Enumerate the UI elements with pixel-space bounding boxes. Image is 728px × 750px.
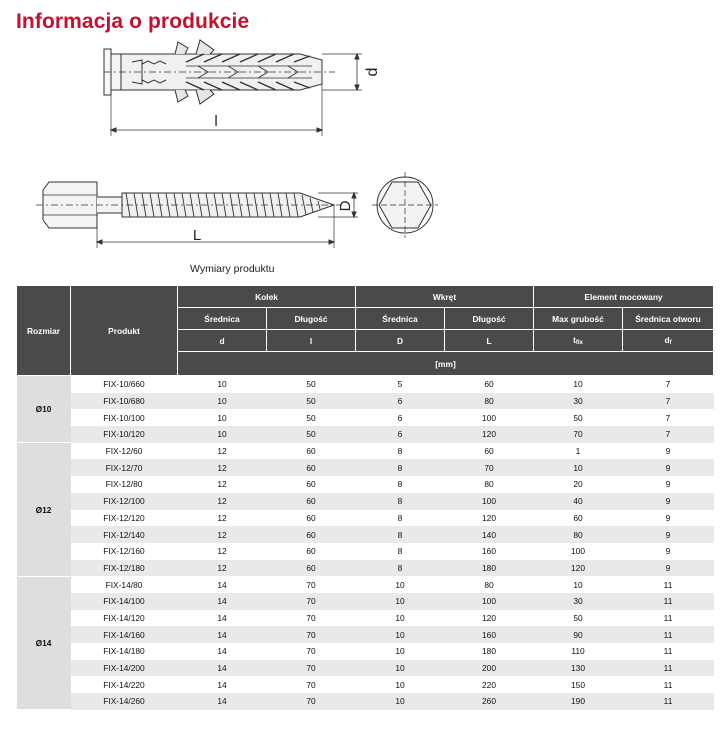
product-cell: FIX-14/80 [71,576,178,593]
header-product: Produkt [71,286,178,376]
hole-diameter-cell: 9 [623,543,714,560]
table-row [17,443,714,460]
anchor-length-cell: 50 [267,393,356,410]
anchor-length-cell: 70 [267,576,356,593]
screw-diameter-cell: 10 [356,676,445,693]
anchor-length-cell: 60 [267,459,356,476]
anchor-diameter-cell: 12 [178,476,267,493]
anchor-length-cell: 60 [267,493,356,510]
anchor-length-cell: 60 [267,560,356,577]
max-thickness-cell: 100 [534,543,623,560]
anchor-length-cell: 70 [267,626,356,643]
screw-length-cell: 100 [445,409,534,426]
table-row [17,626,714,643]
anchor-length-cell: 70 [267,610,356,627]
screw-diameter-cell: 8 [356,476,445,493]
product-cell: FIX-14/160 [71,626,178,643]
symbol-tfix-main: t [573,335,576,345]
anchor-length-cell: 60 [267,510,356,527]
hex-head-view [372,172,438,238]
table-row [17,493,714,510]
anchor-diameter-cell: 10 [178,376,267,393]
max-thickness-cell: 10 [534,376,623,393]
symbol-df-sub: f [669,340,672,346]
screw-length-cell: 80 [445,476,534,493]
screw-length-label: L [192,227,202,244]
hole-diameter-cell: 9 [623,526,714,543]
screw-diameter-cell: 6 [356,409,445,426]
hole-diameter-cell: 11 [623,643,714,660]
page-title: Informacja o produkcie [16,10,250,33]
screw-length-cell: 140 [445,526,534,543]
header-max-thickness: Max grubość [534,308,623,330]
symbol-D: D [356,330,445,352]
header-size: Rozmiar [17,286,71,376]
screw-diameter-cell: 8 [356,493,445,510]
screw-length-cell: 80 [445,393,534,410]
product-cell: FIX-10/660 [71,376,178,393]
anchor-length-cell: 60 [267,443,356,460]
anchor-length-cell: 60 [267,543,356,560]
table-row [17,560,714,577]
max-thickness-cell: 130 [534,660,623,677]
table-row [17,476,714,493]
table-row [17,459,714,476]
max-thickness-cell: 70 [534,426,623,443]
anchor-diameter-cell: 14 [178,693,267,710]
hole-diameter-cell: 11 [623,576,714,593]
screw-length-cell: 160 [445,626,534,643]
size-cell: Ø12 [17,443,71,577]
table-row [17,593,714,610]
anchor-length-cell: 50 [267,426,356,443]
anchor-diameter-label: d [364,67,382,77]
hole-diameter-cell: 11 [623,610,714,627]
technical-drawing [0,0,728,262]
header-screw-length: Długość [445,308,534,330]
screw-length-cell: 120 [445,610,534,627]
hole-diameter-cell: 7 [623,409,714,426]
table-row [17,409,714,426]
screw-length-cell: 160 [445,543,534,560]
anchor-diameter-cell: 12 [178,510,267,527]
unit-row: [mm] [178,352,714,376]
screw-diameter-cell: 8 [356,443,445,460]
max-thickness-cell: 10 [534,459,623,476]
hole-diameter-cell: 9 [623,493,714,510]
screw-diameter-label: D [336,200,354,212]
symbol-tfix [534,330,623,352]
max-thickness-cell: 120 [534,560,623,577]
screw-length-cell: 100 [445,593,534,610]
screw-length-cell: 70 [445,459,534,476]
screw-length-cell: 60 [445,376,534,393]
anchor-diameter-cell: 14 [178,660,267,677]
screw-length-cell: 180 [445,643,534,660]
table-row [17,543,714,560]
hole-diameter-cell: 9 [623,476,714,493]
screw-length-cell: 80 [445,576,534,593]
anchor-length-cell: 70 [267,676,356,693]
screw-diameter-cell: 6 [356,393,445,410]
header-anchor-diameter: Średnica [178,308,267,330]
header-hole-diameter: Średnica otworu [623,308,714,330]
product-cell: FIX-12/60 [71,443,178,460]
product-cell: FIX-12/80 [71,476,178,493]
hole-diameter-cell: 11 [623,626,714,643]
screw-length-cell: 200 [445,660,534,677]
hole-diameter-cell: 9 [623,560,714,577]
anchor-diameter-cell: 12 [178,493,267,510]
anchor-length-cell: 70 [267,660,356,677]
anchor-length-cell: 70 [267,593,356,610]
wall-plug-drawing [104,40,362,136]
screw-diameter-cell: 8 [356,510,445,527]
anchor-diameter-cell: 12 [178,443,267,460]
hole-diameter-cell: 11 [623,660,714,677]
product-cell: FIX-12/140 [71,526,178,543]
table-row [17,426,714,443]
table-body [17,376,714,710]
anchor-length-label: l [214,113,218,130]
hole-diameter-cell: 11 [623,693,714,710]
max-thickness-cell: 40 [534,493,623,510]
header-fixture: Element mocowany [534,286,714,308]
anchor-length-cell: 60 [267,526,356,543]
hole-diameter-cell: 7 [623,426,714,443]
product-cell: FIX-10/120 [71,426,178,443]
symbol-L: L [445,330,534,352]
symbol-df-main: d [664,335,670,345]
screw-length-cell: 100 [445,493,534,510]
anchor-diameter-cell: 10 [178,409,267,426]
screw-diameter-cell: 10 [356,576,445,593]
screw-diameter-cell: 10 [356,626,445,643]
product-cell: FIX-12/160 [71,543,178,560]
screw-length-cell: 180 [445,560,534,577]
table-row [17,676,714,693]
product-cell: FIX-14/120 [71,610,178,627]
table-row [17,576,714,593]
product-cell: FIX-10/100 [71,409,178,426]
max-thickness-cell: 30 [534,393,623,410]
anchor-diameter-cell: 14 [178,626,267,643]
product-cell: FIX-14/200 [71,660,178,677]
anchor-length-cell: 70 [267,693,356,710]
screw-diameter-cell: 8 [356,543,445,560]
anchor-diameter-cell: 14 [178,593,267,610]
product-cell: FIX-12/180 [71,560,178,577]
product-cell: FIX-14/260 [71,693,178,710]
symbol-d: d [178,330,267,352]
max-thickness-cell: 20 [534,476,623,493]
symbol-tfix-sub: fix [575,340,583,346]
max-thickness-cell: 30 [534,593,623,610]
hole-diameter-cell: 9 [623,443,714,460]
anchor-diameter-cell: 12 [178,526,267,543]
table-row [17,376,714,393]
screw-diameter-cell: 8 [356,560,445,577]
screw-length-cell: 120 [445,426,534,443]
symbol-df [623,330,714,352]
hole-diameter-cell: 9 [623,459,714,476]
screw-diameter-cell: 10 [356,660,445,677]
hole-diameter-cell: 9 [623,510,714,527]
screw-diameter-cell: 5 [356,376,445,393]
dimensions-table [16,285,714,710]
table-row [17,693,714,710]
table-row [17,393,714,410]
anchor-diameter-cell: 14 [178,610,267,627]
table-row [17,643,714,660]
anchor-diameter-cell: 10 [178,393,267,410]
product-cell: FIX-12/120 [71,510,178,527]
screw-diameter-cell: 10 [356,643,445,660]
product-cell: FIX-14/100 [71,593,178,610]
screw-length-cell: 60 [445,443,534,460]
screw-length-cell: 220 [445,676,534,693]
max-thickness-cell: 80 [534,526,623,543]
max-thickness-cell: 60 [534,510,623,527]
header-anchor-length: Długość [267,308,356,330]
anchor-diameter-cell: 12 [178,543,267,560]
product-cell: FIX-14/220 [71,676,178,693]
screw-diameter-cell: 8 [356,459,445,476]
size-cell: Ø10 [17,376,71,443]
anchor-diameter-cell: 14 [178,643,267,660]
symbol-l: l [267,330,356,352]
hole-diameter-cell: 11 [623,593,714,610]
hole-diameter-cell: 11 [623,676,714,693]
anchor-diameter-cell: 14 [178,676,267,693]
anchor-length-cell: 70 [267,643,356,660]
max-thickness-cell: 1 [534,443,623,460]
screw-diameter-cell: 8 [356,526,445,543]
product-cell: FIX-10/680 [71,393,178,410]
max-thickness-cell: 110 [534,643,623,660]
anchor-length-cell: 50 [267,409,356,426]
max-thickness-cell: 190 [534,693,623,710]
max-thickness-cell: 50 [534,610,623,627]
product-cell: FIX-12/70 [71,459,178,476]
anchor-diameter-cell: 10 [178,426,267,443]
max-thickness-cell: 10 [534,576,623,593]
anchor-diameter-cell: 12 [178,560,267,577]
product-cell: FIX-14/180 [71,643,178,660]
anchor-diameter-cell: 12 [178,459,267,476]
anchor-length-cell: 50 [267,376,356,393]
screw-diameter-cell: 10 [356,610,445,627]
header-screw-diameter: Średnica [356,308,445,330]
table-row [17,510,714,527]
screw-diameter-cell: 6 [356,426,445,443]
screw-diameter-cell: 10 [356,593,445,610]
max-thickness-cell: 50 [534,409,623,426]
product-cell: FIX-12/100 [71,493,178,510]
max-thickness-cell: 90 [534,626,623,643]
anchor-diameter-cell: 14 [178,576,267,593]
screw-length-cell: 260 [445,693,534,710]
screw-diameter-cell: 10 [356,693,445,710]
table-row [17,610,714,627]
hole-diameter-cell: 7 [623,393,714,410]
table-row [17,526,714,543]
drawing-caption: Wymiary produktu [190,263,275,275]
hole-diameter-cell: 7 [623,376,714,393]
table-row [17,660,714,677]
max-thickness-cell: 150 [534,676,623,693]
screw-length-cell: 120 [445,510,534,527]
anchor-length-cell: 60 [267,476,356,493]
header-screw: Wkręt [356,286,534,308]
size-cell: Ø14 [17,576,71,710]
header-anchor: Kołek [178,286,356,308]
